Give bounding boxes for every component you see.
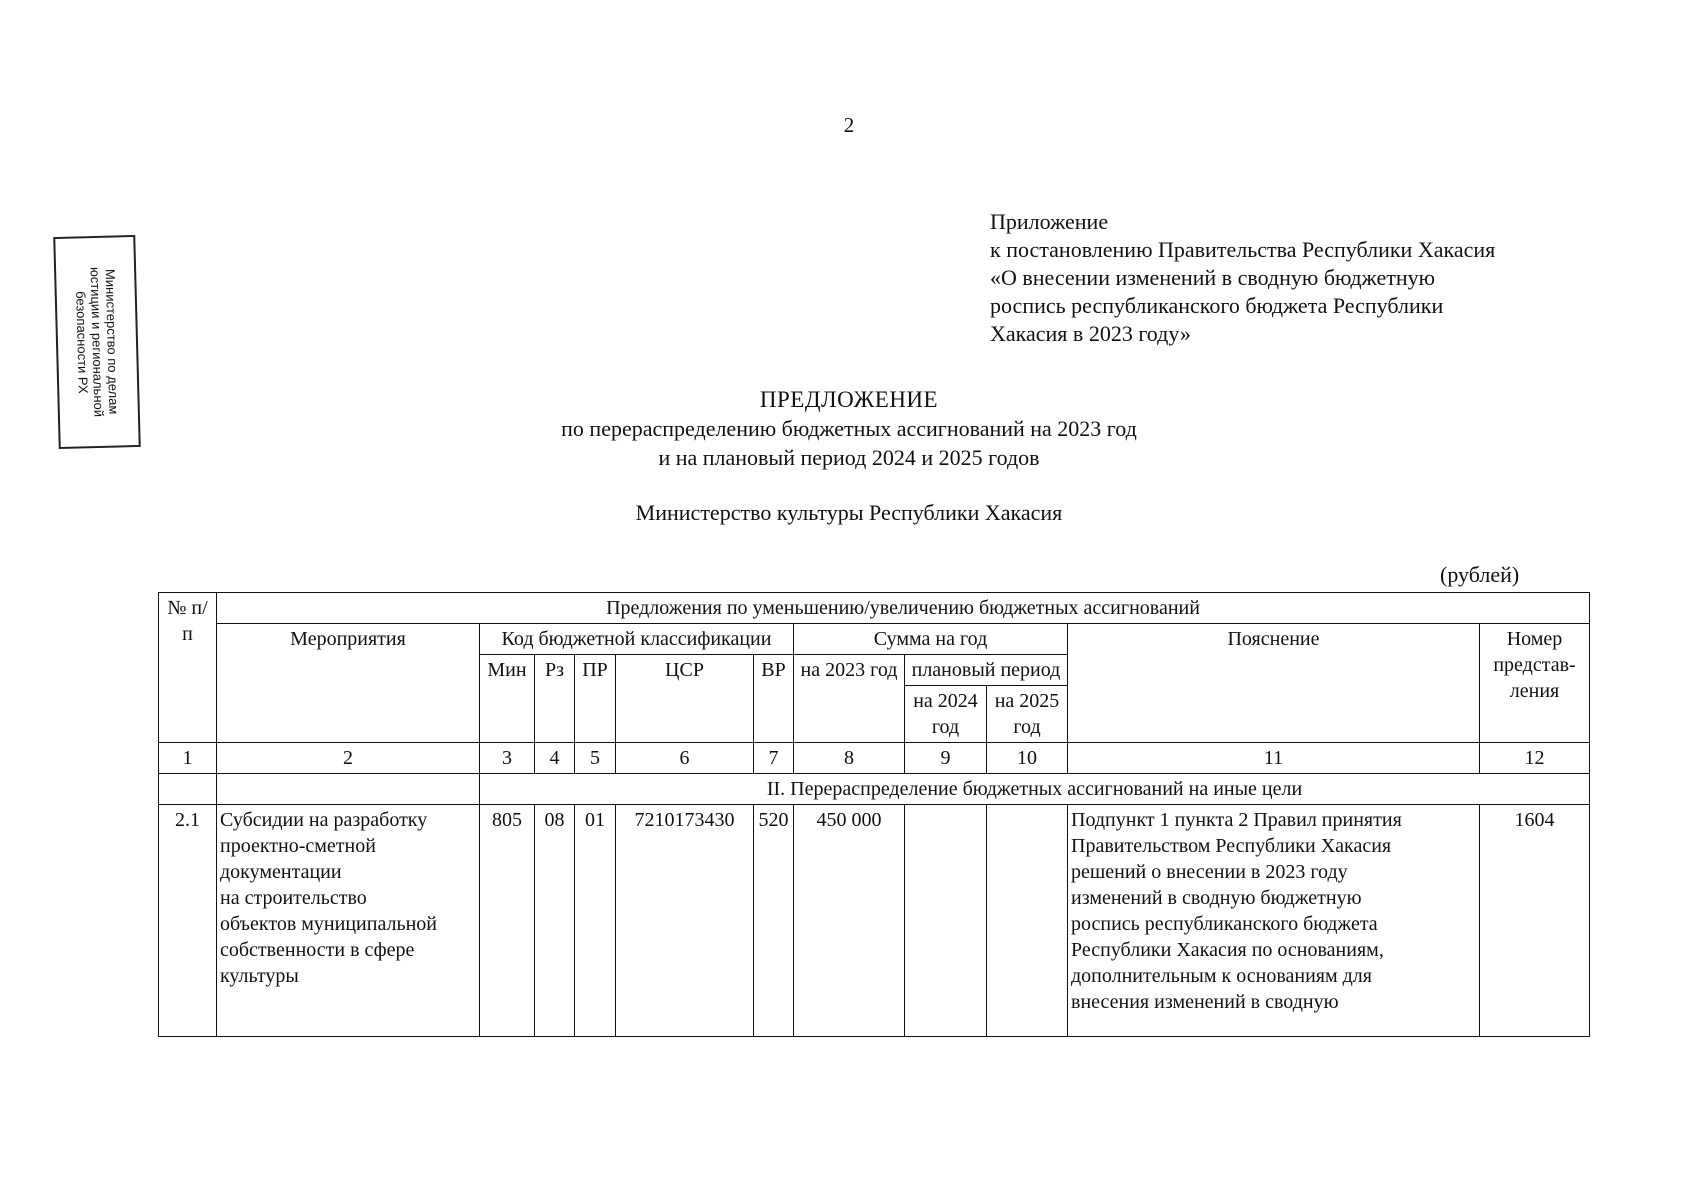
column-number: 8 xyxy=(794,743,905,774)
column-number-row xyxy=(159,743,1590,774)
activity-line: на строительство xyxy=(220,887,367,909)
column-number: 12 xyxy=(1480,743,1590,774)
section-empty-cell xyxy=(217,774,480,805)
column-number: 9 xyxy=(905,743,987,774)
stamp-line: Министерство по делам xyxy=(102,268,122,415)
budget-table xyxy=(158,592,1590,1037)
title-line-2: по перераспределению бюджетных ассигнований на 2023 год xyxy=(561,416,1137,441)
activity-line: проектно-сметной xyxy=(220,835,376,857)
header-csr: ЦСР xyxy=(616,655,754,743)
header-vr: ВР xyxy=(754,655,794,743)
appendix-line: Хакасия в 2023 году» xyxy=(990,321,1191,346)
activity-line: собственности в сфере xyxy=(220,939,415,961)
row-submission-num: 1604 xyxy=(1480,805,1590,1037)
column-number: 2 xyxy=(217,743,480,774)
appendix-line: к постановлению Правительства Республики Хакасия xyxy=(990,237,1496,262)
row-pr: 01 xyxy=(575,805,616,1037)
appendix-line: Приложение xyxy=(990,209,1109,234)
table-row xyxy=(159,805,1590,1037)
row-csr: 7210173430 xyxy=(616,805,754,1037)
row-y2025 xyxy=(987,805,1068,1037)
appendix-note xyxy=(990,208,1495,348)
column-number: 11 xyxy=(1068,743,1480,774)
row-vr: 520 xyxy=(754,805,794,1037)
row-num: 2.1 xyxy=(159,805,217,1037)
header-code: Код бюджетной классификации xyxy=(480,624,794,655)
title-line-3: и на плановый период 2024 и 2025 годов xyxy=(658,445,1040,470)
activity-line: культуры xyxy=(220,965,299,987)
explanation-line: внесения изменений в сводную xyxy=(1071,991,1339,1013)
stamp-line: безопасности РХ xyxy=(73,290,91,394)
column-number: 5 xyxy=(575,743,616,774)
appendix-line: «О внесении изменений в сводную бюджетную xyxy=(990,265,1436,290)
row-rz: 08 xyxy=(535,805,575,1037)
row-min: 805 xyxy=(480,805,535,1037)
explanation-line: решений о внесении в 2023 году xyxy=(1071,861,1348,883)
organization-name: Министерство культуры Республики Хакасия xyxy=(635,500,1063,525)
header-rz: Рз xyxy=(535,655,575,743)
header-submission-num: Номер представ-ления xyxy=(1480,624,1590,743)
page-number: 2 xyxy=(843,113,855,137)
activity-line: объектов муниципальной xyxy=(220,913,438,935)
column-number: 1 xyxy=(159,743,217,774)
header-activity: Мероприятия xyxy=(217,624,480,743)
column-number: 7 xyxy=(754,743,794,774)
column-number: 6 xyxy=(616,743,754,774)
header-row-2 xyxy=(159,624,1590,655)
section-title: II. Перераспределение бюджетных ассигнований на иные цели xyxy=(480,774,1590,805)
row-y2023: 450 000 xyxy=(794,805,905,1037)
section-row xyxy=(159,774,1590,805)
explanation-line: Республики Хакасия по основаниям, xyxy=(1071,939,1384,961)
header-min: Мин xyxy=(480,655,535,743)
header-explanation: Пояснение xyxy=(1068,624,1480,743)
explanation-line: Правительством Республики Хакасия xyxy=(1071,835,1392,857)
units-label: (рублей) xyxy=(1440,562,1520,587)
header-row-1 xyxy=(159,593,1590,624)
header-sum: Сумма на год xyxy=(794,624,1068,655)
column-number: 3 xyxy=(480,743,535,774)
column-number: 4 xyxy=(535,743,575,774)
header-y2025: на 2025 год xyxy=(987,686,1068,743)
header-planned: плановый период xyxy=(905,655,1068,686)
explanation-line: Подпункт 1 пункта 2 Правил принятия xyxy=(1071,809,1402,831)
document-title xyxy=(0,385,1698,472)
header-pr: ПР xyxy=(575,655,616,743)
activity-line: документации xyxy=(220,861,342,883)
stamp-line: юстиции и региональной xyxy=(87,266,107,418)
explanation-line: изменений в сводную бюджетную xyxy=(1071,887,1362,909)
section-empty-cell xyxy=(159,774,217,805)
header-y2023: на 2023 год xyxy=(794,655,905,743)
header-num: № п/п xyxy=(159,593,217,743)
appendix-line: роспись республиканского бюджета Республики xyxy=(990,293,1444,318)
column-number: 10 xyxy=(987,743,1068,774)
explanation-line: дополнительным к основаниям для xyxy=(1071,965,1372,987)
header-y2024: на 2024 год xyxy=(905,686,987,743)
title-line-1: ПРЕДЛОЖЕНИЕ xyxy=(759,387,939,412)
activity-line: Субсидии на разработку xyxy=(220,809,428,831)
row-explanation xyxy=(1068,805,1480,1037)
header-group: Предложения по уменьшению/увеличению бюджетных ассигнований xyxy=(217,593,1590,624)
explanation-line: роспись республиканского бюджета xyxy=(1071,913,1378,935)
row-activity xyxy=(217,805,480,1037)
row-y2024 xyxy=(905,805,987,1037)
